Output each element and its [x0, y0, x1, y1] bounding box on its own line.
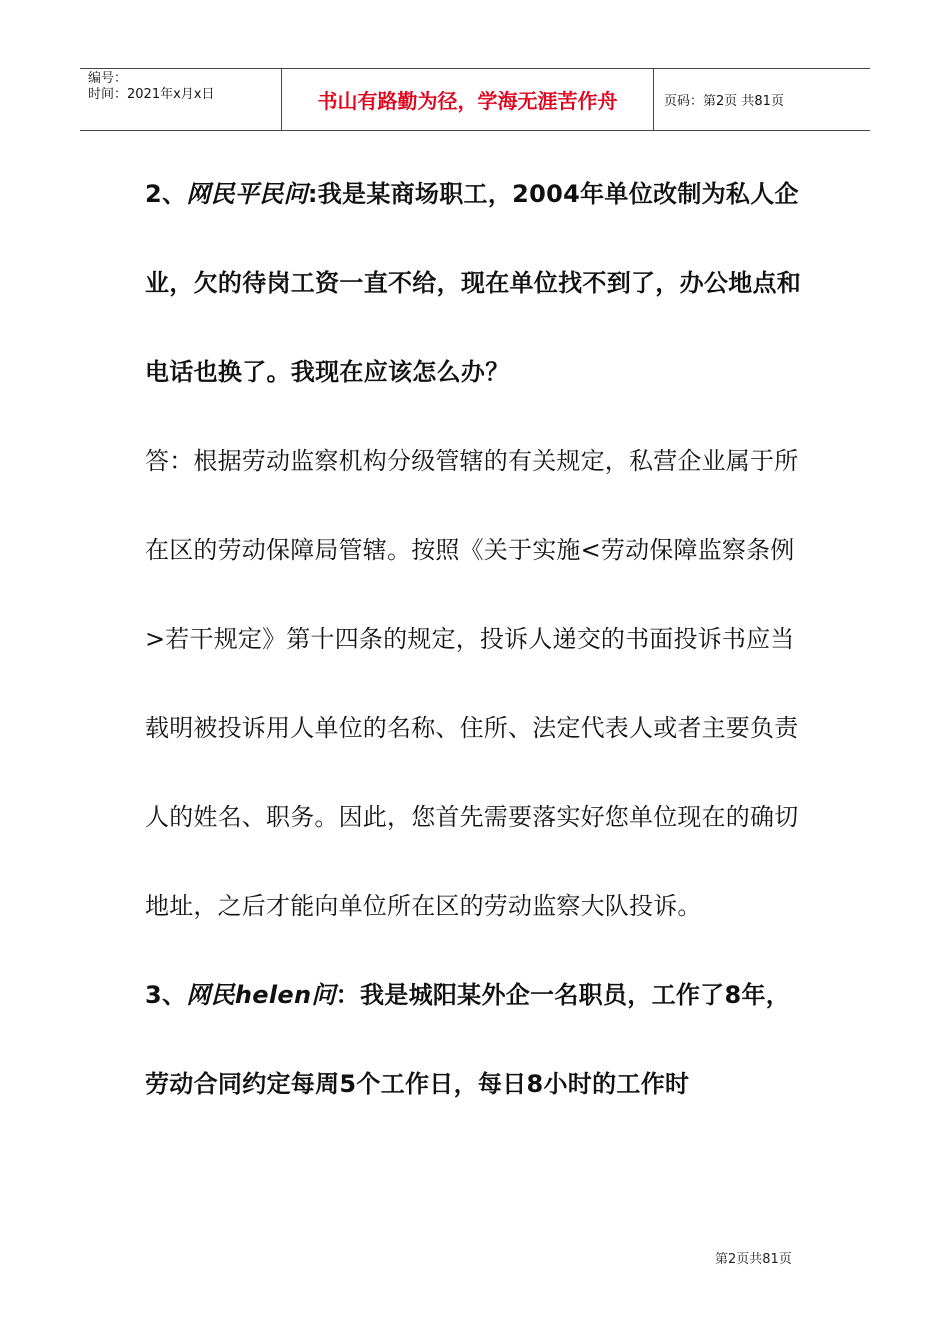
question-3	[145, 951, 810, 1129]
answer-2: 答：根据劳动监察机构分级管辖的有关规定，私营企业属于所在区的劳动保障局管辖。按照《关于实施<劳动保障监察条例>若干规定》第十四条的规定，投诉人递交的书面投诉书应当载明被投诉用人单位的名称、住所、法定代表人或者主要负责人的姓名、职务。因此，您首先需要落实好您单位现在的确切地址，之后才能向单位所在区的劳动监察大队投诉。	[145, 447, 799, 920]
number-label: 编号：	[88, 71, 128, 86]
question-colon: :	[307, 180, 318, 208]
document-body	[145, 150, 810, 1129]
header-page-info: 页码：第2页 共81页	[664, 94, 784, 109]
question-2	[145, 150, 810, 417]
question-colon: ：	[335, 981, 360, 1009]
page-footer: 第2页共81页	[715, 1252, 792, 1267]
question-asker: 网民平民问	[186, 180, 308, 208]
header-motto: 书山有路勤为径，学海无涯苦作舟	[282, 69, 654, 130]
question-prefix: 2、	[145, 180, 187, 208]
page-header	[80, 68, 870, 131]
time-label: 时间：2021年x月x日	[88, 87, 215, 102]
header-meta	[80, 69, 282, 130]
question-text: 我是某商场职工，2004年单位改制为私人企业，欠的待岗工资一直不给，现在单位找不到了，办公地点和电话也换了。我现在应该怎么办？	[145, 180, 802, 386]
question-asker: 网民helen问	[186, 981, 336, 1009]
question-prefix: 3、	[145, 981, 187, 1009]
question-text: 我是城阳某外企一名职员，工作了8年，劳动合同约定每周5个工作日，每日8小时的工作时	[145, 981, 791, 1098]
